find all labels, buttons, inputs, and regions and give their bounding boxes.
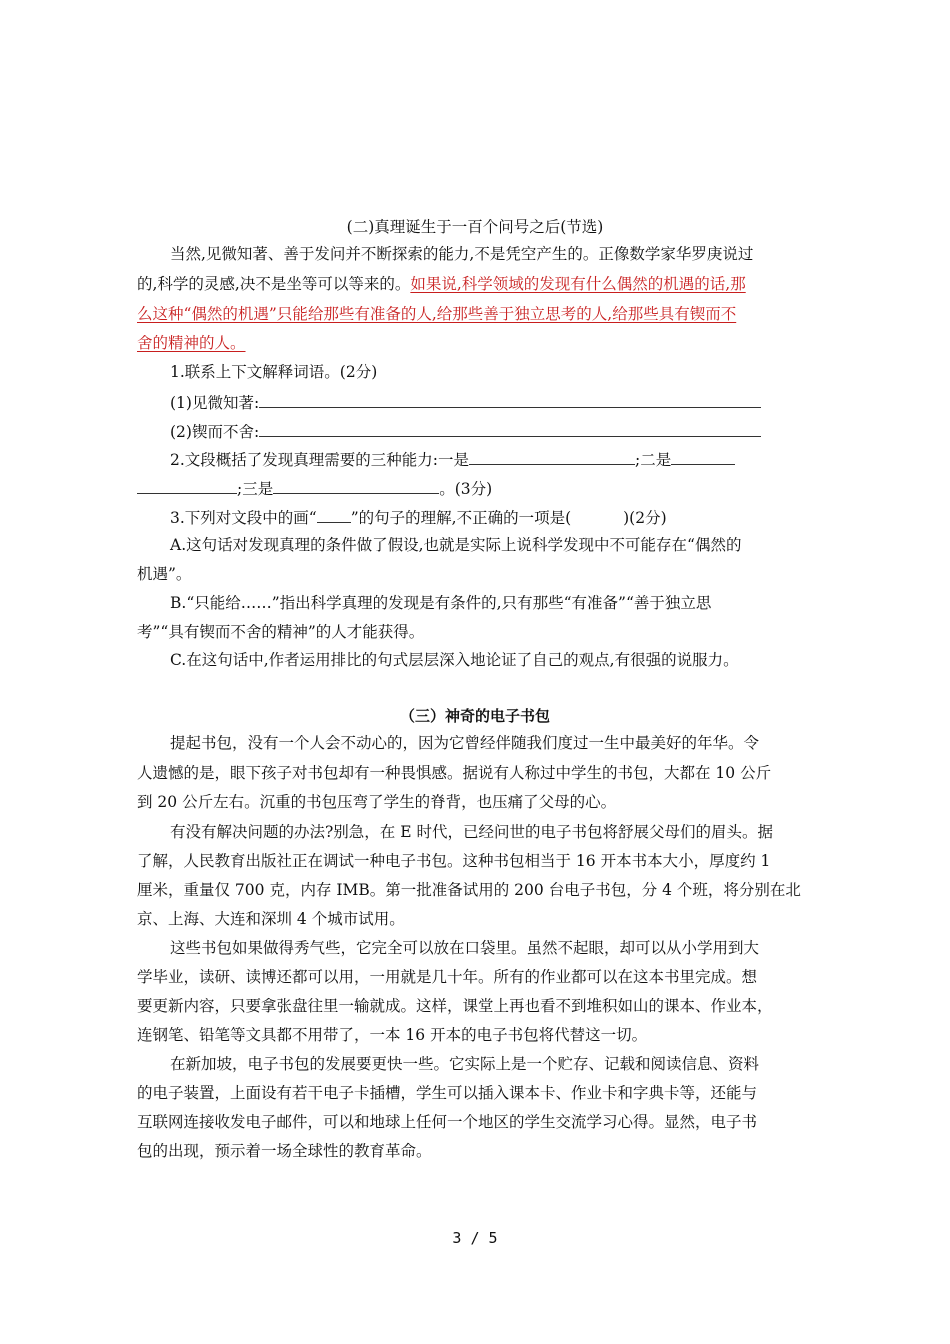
question-text: ;三是 [237,480,274,498]
question-1: 1.联系上下文解释词语。(2分) [170,363,378,381]
passage-text: 的,科学的灵感,决不是坐等可以等来的。 [137,275,411,293]
article-line: 连钢笔、铅笔等文具都不用带了，一本 16 开本的电子书包将代替这一切。 [137,1026,648,1044]
article-line: 京、上海、大连和深圳 4 个城市试用。 [137,910,405,928]
section2-title: (二)真理诞生于一百个问号之后(节选) [346,218,604,236]
question-text: )(2分) [623,509,667,527]
answer-blank[interactable] [671,448,735,465]
option-c: C.在这句话中,作者运用排比的句式层层深入地论证了自己的观点,有很强的说服力。 [170,651,739,669]
question-2-cont [137,477,492,499]
answer-blank[interactable] [137,477,237,494]
option-b: B.“只能给……”指出科学真理的发现是有条件的,只有那些“有准备”“善于独立思 [170,594,712,612]
question-label: (2)锲而不舍: [170,423,260,441]
underlined-sentence: 如果说,科学领域的发现有什么偶然的机遇的话,那 [410,275,746,293]
question-text: 。(3分) [439,480,493,498]
article-line: 了解，人民教育出版社正在调试一种电子书包。这种书包相当于 16 开本书本大小，厚度约 1 [137,852,771,870]
article-line: 到 20 公斤左右。沉重的书包压弯了学生的脊背，也压痛了父母的心。 [137,793,617,811]
article-line: 有没有解决问题的办法?别急，在 E 时代，已经问世的电子书包将舒展父母们的眉头。据 [170,823,773,841]
article-line: 互联网连接收发电子邮件，可以和地球上任何一个地区的学生交流学习心得。显然，电子书 [137,1113,758,1131]
question-text: 2.文段概括了发现真理需要的三种能力:一是 [170,451,470,469]
underline-sample [317,506,351,523]
article-line: 学毕业，读研、读博还都可以用，一用就是几十年。所有的作业都可以在这本书里完成。想 [137,968,758,986]
article-line: 人遗憾的是，眼下孩子对书包却有一种畏惧感。据说有人称过中学生的书包，大都在 10 公斤 [137,764,772,782]
option-a-cont: 机遇”。 [137,565,192,583]
article-line: 包的出现，预示着一场全球性的教育革命。 [137,1142,432,1160]
question-text: ”的句子的理解,不正确的一项是( [350,509,572,527]
section3-title: （三）神奇的电子书包 [399,707,550,725]
question-label: (1)见微知著: [170,394,260,412]
article-line: 的电子装置，上面设有若干电子卡插槽，学生可以插入课本卡、作业卡和字典卡等，还能与 [137,1084,758,1102]
question-3 [170,506,667,528]
answer-blank[interactable] [259,391,761,408]
underlined-sentence: 么这种“偶然的机遇”只能给那些有准备的人,给那些善于独立思考的人,给那些具有锲而不 [137,305,737,323]
underlined-sentence: 舍的精神的人。 [137,334,246,352]
article-line: 在新加坡，电子书包的发展要更快一些。它实际上是一个贮存、记载和阅读信息、资料 [170,1055,760,1073]
article-line: 厘米，重量仅 700 克，内存 IMB。第一批准备试用的 200 台电子书包，分 4 个班，将分别在北 [137,881,801,899]
question-text: ;二是 [635,451,672,469]
answer-blank[interactable] [273,477,439,494]
question-1a [170,391,761,413]
question-2 [170,448,735,470]
article-line: 提起书包，没有一个人会不动心的，因为它曾经伴随我们度过一生中最美好的年华。令 [170,734,760,752]
passage-line [137,274,746,294]
page-number: 3 / 5 [452,1229,498,1247]
question-1b [170,420,761,442]
answer-blank[interactable] [469,448,635,465]
passage-line: 当然,见微知著、善于发问并不断探索的能力,不是凭空产生的。正像数学家华罗庚说过 [170,245,754,263]
option-a: A.这句话对发现真理的条件做了假设,也就是实际上说科学发现中不可能存在“偶然的 [170,536,742,554]
answer-blank[interactable] [259,420,761,437]
article-line: 要更新内容，只要拿张盘往里一输就成。这样，课堂上再也看不到堆积如山的课本、作业本， [137,997,773,1015]
question-text: 3.下列对文段中的画“ [170,509,317,527]
option-b-cont: 考”“具有锲而不舍的精神”的人才能获得。 [137,623,425,641]
article-line: 这些书包如果做得秀气些，它完全可以放在口袋里。虽然不起眼，却可以从小学用到大 [170,939,760,957]
